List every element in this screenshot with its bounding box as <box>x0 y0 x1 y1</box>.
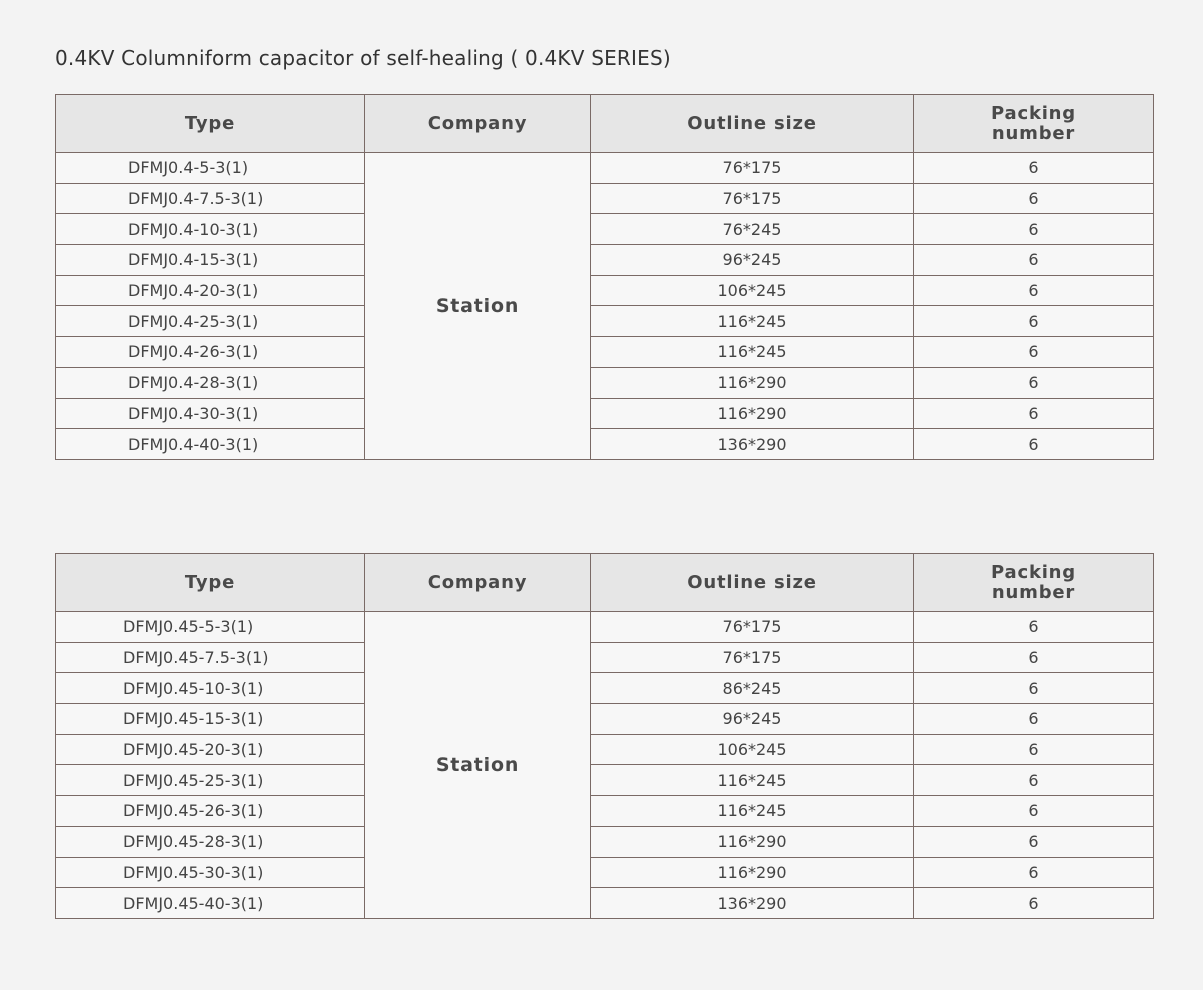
outline-size-cell: 116*245 <box>591 337 914 368</box>
type-cell: DFMJ0.45-10-3(1) <box>56 673 365 704</box>
outline-size-cell: 76*175 <box>591 642 914 673</box>
packing-number-cell: 6 <box>914 734 1154 765</box>
table-row <box>56 704 1154 735</box>
table-row <box>56 888 1154 919</box>
packing-number-cell: 6 <box>914 183 1154 214</box>
outline-size-cell: 116*245 <box>591 765 914 796</box>
outline-size-cell: 116*245 <box>591 306 914 337</box>
table-row <box>56 857 1154 888</box>
packing-number-cell: 6 <box>914 857 1154 888</box>
type-cell: DFMJ0.4-25-3(1) <box>56 306 365 337</box>
type-cell: DFMJ0.45-5-3(1) <box>56 612 365 643</box>
outline-size-cell: 76*175 <box>591 612 914 643</box>
outline-size-cell: 136*290 <box>591 888 914 919</box>
outline-size-cell: 116*245 <box>591 796 914 827</box>
packing-number-cell: 6 <box>914 704 1154 735</box>
header-packing-number <box>914 554 1154 612</box>
table-row <box>56 183 1154 214</box>
table-row <box>56 826 1154 857</box>
table-row <box>56 245 1154 276</box>
header-type: Type <box>56 554 365 612</box>
type-cell: DFMJ0.45-15-3(1) <box>56 704 365 735</box>
header-packing-number-line1: Packing <box>991 102 1076 124</box>
type-cell: DFMJ0.45-28-3(1) <box>56 826 365 857</box>
spec-table-0-45kv <box>55 553 1154 919</box>
packing-number-cell: 6 <box>914 612 1154 643</box>
table-row <box>56 398 1154 429</box>
type-cell: DFMJ0.4-20-3(1) <box>56 275 365 306</box>
table-row <box>56 214 1154 245</box>
packing-number-cell: 6 <box>914 673 1154 704</box>
type-cell: DFMJ0.4-40-3(1) <box>56 429 365 460</box>
outline-size-cell: 76*245 <box>591 214 914 245</box>
type-cell: DFMJ0.45-26-3(1) <box>56 796 365 827</box>
packing-number-cell: 6 <box>914 245 1154 276</box>
table-row <box>56 306 1154 337</box>
outline-size-cell: 96*245 <box>591 704 914 735</box>
table-row <box>56 429 1154 460</box>
type-cell: DFMJ0.4-5-3(1) <box>56 153 365 184</box>
type-cell: DFMJ0.4-7.5-3(1) <box>56 183 365 214</box>
table-row <box>56 612 1154 643</box>
table-header-row <box>56 554 1154 612</box>
table-row <box>56 153 1154 184</box>
packing-number-cell: 6 <box>914 796 1154 827</box>
packing-number-cell: 6 <box>914 642 1154 673</box>
type-cell: DFMJ0.4-15-3(1) <box>56 245 365 276</box>
type-cell: DFMJ0.45-25-3(1) <box>56 765 365 796</box>
outline-size-cell: 106*245 <box>591 275 914 306</box>
outline-size-cell: 86*245 <box>591 673 914 704</box>
type-cell: DFMJ0.45-30-3(1) <box>56 857 365 888</box>
packing-number-cell: 6 <box>914 337 1154 368</box>
packing-number-cell: 6 <box>914 306 1154 337</box>
packing-number-cell: 6 <box>914 429 1154 460</box>
table-row <box>56 275 1154 306</box>
type-cell: DFMJ0.4-10-3(1) <box>56 214 365 245</box>
packing-number-cell: 6 <box>914 398 1154 429</box>
outline-size-cell: 96*245 <box>591 245 914 276</box>
header-outline-size: Outline size <box>591 95 914 153</box>
header-packing-number <box>914 95 1154 153</box>
table-row <box>56 765 1154 796</box>
type-cell: DFMJ0.45-7.5-3(1) <box>56 642 365 673</box>
type-cell: DFMJ0.45-20-3(1) <box>56 734 365 765</box>
table-row <box>56 796 1154 827</box>
page-title: 0.4KV Columniform capacitor of self-healing ( 0.4KV SERIES) <box>55 46 671 70</box>
packing-number-cell: 6 <box>914 367 1154 398</box>
type-cell: DFMJ0.4-28-3(1) <box>56 367 365 398</box>
packing-number-cell: 6 <box>914 275 1154 306</box>
packing-number-cell: 6 <box>914 153 1154 184</box>
table-row <box>56 367 1154 398</box>
company-cell: Station <box>365 612 591 919</box>
packing-number-cell: 6 <box>914 765 1154 796</box>
outline-size-cell: 76*175 <box>591 183 914 214</box>
header-company: Company <box>365 95 591 153</box>
header-packing-number-line2: number <box>991 581 1076 603</box>
outline-size-cell: 76*175 <box>591 153 914 184</box>
header-company: Company <box>365 554 591 612</box>
outline-size-cell: 106*245 <box>591 734 914 765</box>
company-cell: Station <box>365 153 591 460</box>
spec-table-0-4kv <box>55 94 1154 460</box>
type-cell: DFMJ0.4-30-3(1) <box>56 398 365 429</box>
table-row <box>56 734 1154 765</box>
header-type: Type <box>56 95 365 153</box>
table-row <box>56 673 1154 704</box>
header-packing-number-line1: Packing <box>991 561 1076 583</box>
table-row <box>56 337 1154 368</box>
packing-number-cell: 6 <box>914 214 1154 245</box>
packing-number-cell: 6 <box>914 888 1154 919</box>
packing-number-cell: 6 <box>914 826 1154 857</box>
outline-size-cell: 116*290 <box>591 367 914 398</box>
outline-size-cell: 116*290 <box>591 826 914 857</box>
header-packing-number-line2: number <box>991 122 1076 144</box>
outline-size-cell: 116*290 <box>591 398 914 429</box>
type-cell: DFMJ0.45-40-3(1) <box>56 888 365 919</box>
header-outline-size: Outline size <box>591 554 914 612</box>
outline-size-cell: 116*290 <box>591 857 914 888</box>
table-row <box>56 642 1154 673</box>
outline-size-cell: 136*290 <box>591 429 914 460</box>
type-cell: DFMJ0.4-26-3(1) <box>56 337 365 368</box>
table-header-row <box>56 95 1154 153</box>
